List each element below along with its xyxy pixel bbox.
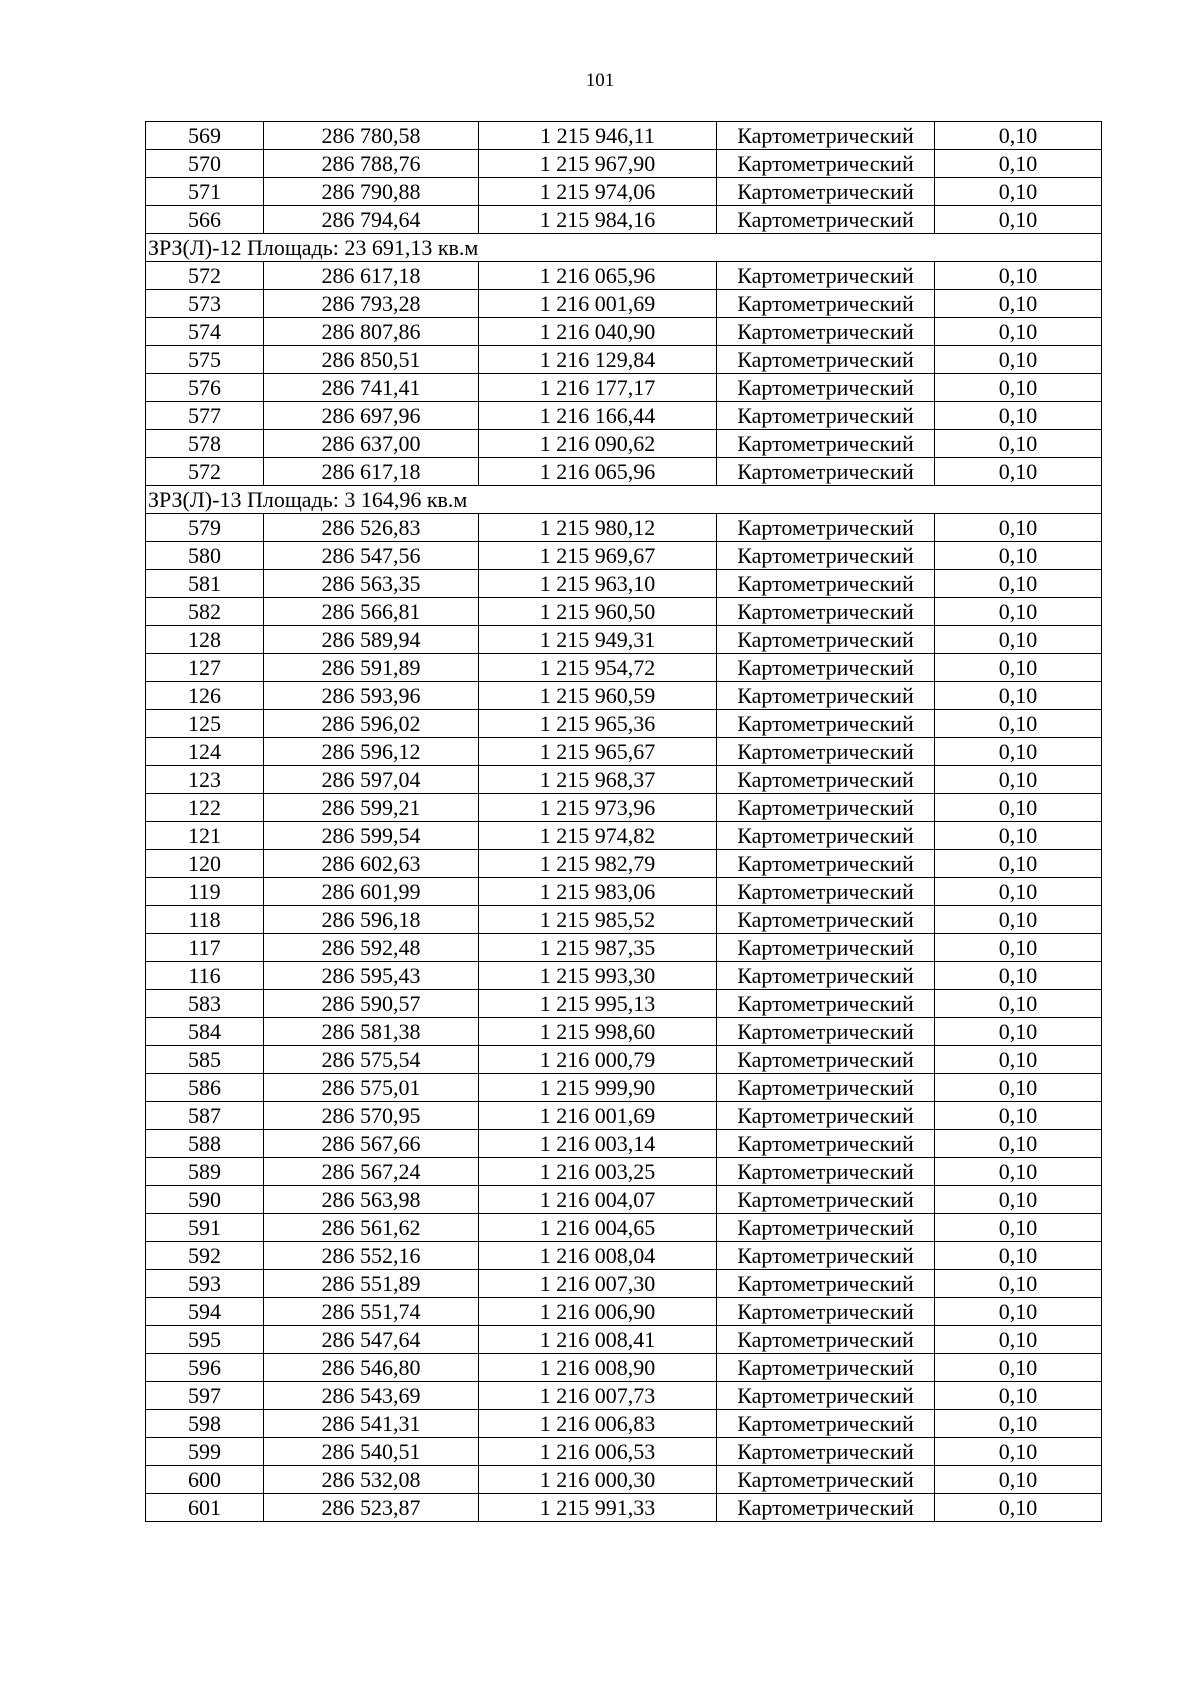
section-header-row <box>146 486 1102 514</box>
x-coordinate-cell: 286 590,57 <box>264 990 479 1018</box>
table-row <box>146 1186 1102 1214</box>
method-cell: Картометрический <box>717 1494 935 1522</box>
accuracy-cell: 0,10 <box>935 1158 1102 1186</box>
x-coordinate-cell: 286 547,64 <box>264 1326 479 1354</box>
method-cell: Картометрический <box>717 1270 935 1298</box>
y-coordinate-cell: 1 215 985,52 <box>479 906 717 934</box>
y-coordinate-cell: 1 215 984,16 <box>479 206 717 234</box>
table-row <box>146 570 1102 598</box>
point-number-cell: 593 <box>146 1270 264 1298</box>
accuracy-cell: 0,10 <box>935 318 1102 346</box>
point-number-cell: 578 <box>146 430 264 458</box>
accuracy-cell: 0,10 <box>935 346 1102 374</box>
point-number-cell: 119 <box>146 878 264 906</box>
coordinates-table-body <box>146 122 1102 1522</box>
y-coordinate-cell: 1 216 000,30 <box>479 1466 717 1494</box>
x-coordinate-cell: 286 793,28 <box>264 290 479 318</box>
table-row <box>146 738 1102 766</box>
x-coordinate-cell: 286 807,86 <box>264 318 479 346</box>
point-number-cell: 597 <box>146 1382 264 1410</box>
y-coordinate-cell: 1 216 008,41 <box>479 1326 717 1354</box>
method-cell: Картометрический <box>717 402 935 430</box>
y-coordinate-cell: 1 215 949,31 <box>479 626 717 654</box>
table-row <box>146 262 1102 290</box>
accuracy-cell: 0,10 <box>935 1270 1102 1298</box>
x-coordinate-cell: 286 794,64 <box>264 206 479 234</box>
method-cell: Картометрический <box>717 150 935 178</box>
y-coordinate-cell: 1 216 000,79 <box>479 1046 717 1074</box>
method-cell: Картометрический <box>717 822 935 850</box>
y-coordinate-cell: 1 215 954,72 <box>479 654 717 682</box>
method-cell: Картометрический <box>717 878 935 906</box>
table-row <box>146 1410 1102 1438</box>
x-coordinate-cell: 286 570,95 <box>264 1102 479 1130</box>
table-row <box>146 906 1102 934</box>
y-coordinate-cell: 1 215 982,79 <box>479 850 717 878</box>
x-coordinate-cell: 286 551,89 <box>264 1270 479 1298</box>
method-cell: Картометрический <box>717 1298 935 1326</box>
y-coordinate-cell: 1 215 998,60 <box>479 1018 717 1046</box>
point-number-cell: 584 <box>146 1018 264 1046</box>
method-cell: Картометрический <box>717 458 935 486</box>
method-cell: Картометрический <box>717 346 935 374</box>
table-row <box>146 430 1102 458</box>
point-number-cell: 575 <box>146 346 264 374</box>
point-number-cell: 590 <box>146 1186 264 1214</box>
x-coordinate-cell: 286 589,94 <box>264 626 479 654</box>
x-coordinate-cell: 286 566,81 <box>264 598 479 626</box>
point-number-cell: 572 <box>146 262 264 290</box>
x-coordinate-cell: 286 780,58 <box>264 122 479 150</box>
accuracy-cell: 0,10 <box>935 822 1102 850</box>
accuracy-cell: 0,10 <box>935 1354 1102 1382</box>
point-number-cell: 587 <box>146 1102 264 1130</box>
method-cell: Картометрический <box>717 990 935 1018</box>
point-number-cell: 566 <box>146 206 264 234</box>
table-row <box>146 514 1102 542</box>
method-cell: Картометрический <box>717 1410 935 1438</box>
point-number-cell: 601 <box>146 1494 264 1522</box>
y-coordinate-cell: 1 215 974,82 <box>479 822 717 850</box>
method-cell: Картометрический <box>717 570 935 598</box>
accuracy-cell: 0,10 <box>935 150 1102 178</box>
accuracy-cell: 0,10 <box>935 1242 1102 1270</box>
accuracy-cell: 0,10 <box>935 1410 1102 1438</box>
point-number-cell: 577 <box>146 402 264 430</box>
point-number-cell: 600 <box>146 1466 264 1494</box>
table-row <box>146 122 1102 150</box>
method-cell: Картометрический <box>717 1354 935 1382</box>
y-coordinate-cell: 1 216 004,65 <box>479 1214 717 1242</box>
table-row <box>146 626 1102 654</box>
y-coordinate-cell: 1 216 008,04 <box>479 1242 717 1270</box>
accuracy-cell: 0,10 <box>935 430 1102 458</box>
y-coordinate-cell: 1 216 065,96 <box>479 458 717 486</box>
table-row <box>146 934 1102 962</box>
coordinates-table <box>145 121 1102 1522</box>
table-row <box>146 206 1102 234</box>
accuracy-cell: 0,10 <box>935 290 1102 318</box>
point-number-cell: 127 <box>146 654 264 682</box>
x-coordinate-cell: 286 593,96 <box>264 682 479 710</box>
page-number: 101 <box>585 70 615 91</box>
x-coordinate-cell: 286 850,51 <box>264 346 479 374</box>
point-number-cell: 128 <box>146 626 264 654</box>
y-coordinate-cell: 1 215 969,67 <box>479 542 717 570</box>
method-cell: Картометрический <box>717 1130 935 1158</box>
point-number-cell: 569 <box>146 122 264 150</box>
y-coordinate-cell: 1 216 007,30 <box>479 1270 717 1298</box>
y-coordinate-cell: 1 215 960,50 <box>479 598 717 626</box>
x-coordinate-cell: 286 617,18 <box>264 458 479 486</box>
table-row <box>146 150 1102 178</box>
accuracy-cell: 0,10 <box>935 598 1102 626</box>
point-number-cell: 581 <box>146 570 264 598</box>
x-coordinate-cell: 286 617,18 <box>264 262 479 290</box>
accuracy-cell: 0,10 <box>935 878 1102 906</box>
table-row <box>146 1074 1102 1102</box>
table-row <box>146 318 1102 346</box>
accuracy-cell: 0,10 <box>935 766 1102 794</box>
y-coordinate-cell: 1 216 001,69 <box>479 290 717 318</box>
accuracy-cell: 0,10 <box>935 570 1102 598</box>
y-coordinate-cell: 1 215 967,90 <box>479 150 717 178</box>
point-number-cell: 599 <box>146 1438 264 1466</box>
method-cell: Картометрический <box>717 962 935 990</box>
accuracy-cell: 0,10 <box>935 122 1102 150</box>
method-cell: Картометрический <box>717 318 935 346</box>
table-row <box>146 290 1102 318</box>
accuracy-cell: 0,10 <box>935 962 1102 990</box>
accuracy-cell: 0,10 <box>935 1382 1102 1410</box>
y-coordinate-cell: 1 215 974,06 <box>479 178 717 206</box>
x-coordinate-cell: 286 597,04 <box>264 766 479 794</box>
accuracy-cell: 0,10 <box>935 654 1102 682</box>
table-row <box>146 822 1102 850</box>
y-coordinate-cell: 1 216 006,83 <box>479 1410 717 1438</box>
x-coordinate-cell: 286 599,21 <box>264 794 479 822</box>
x-coordinate-cell: 286 546,80 <box>264 1354 479 1382</box>
accuracy-cell: 0,10 <box>935 1046 1102 1074</box>
point-number-cell: 120 <box>146 850 264 878</box>
accuracy-cell: 0,10 <box>935 1130 1102 1158</box>
x-coordinate-cell: 286 541,31 <box>264 1410 479 1438</box>
method-cell: Картометрический <box>717 1018 935 1046</box>
table-row <box>146 402 1102 430</box>
table-row <box>146 178 1102 206</box>
y-coordinate-cell: 1 216 090,62 <box>479 430 717 458</box>
point-number-cell: 570 <box>146 150 264 178</box>
accuracy-cell: 0,10 <box>935 1102 1102 1130</box>
accuracy-cell: 0,10 <box>935 738 1102 766</box>
point-number-cell: 572 <box>146 458 264 486</box>
x-coordinate-cell: 286 563,98 <box>264 1186 479 1214</box>
method-cell: Картометрический <box>717 1438 935 1466</box>
table-row <box>146 794 1102 822</box>
accuracy-cell: 0,10 <box>935 710 1102 738</box>
accuracy-cell: 0,10 <box>935 794 1102 822</box>
accuracy-cell: 0,10 <box>935 374 1102 402</box>
method-cell: Картометрический <box>717 178 935 206</box>
point-number-cell: 576 <box>146 374 264 402</box>
point-number-cell: 592 <box>146 1242 264 1270</box>
point-number-cell: 571 <box>146 178 264 206</box>
method-cell: Картометрический <box>717 906 935 934</box>
x-coordinate-cell: 286 591,89 <box>264 654 479 682</box>
y-coordinate-cell: 1 215 980,12 <box>479 514 717 542</box>
y-coordinate-cell: 1 215 987,35 <box>479 934 717 962</box>
method-cell: Картометрический <box>717 710 935 738</box>
table-row <box>146 598 1102 626</box>
point-number-cell: 588 <box>146 1130 264 1158</box>
method-cell: Картометрический <box>717 1466 935 1494</box>
accuracy-cell: 0,10 <box>935 934 1102 962</box>
table-row <box>146 1242 1102 1270</box>
method-cell: Картометрический <box>717 598 935 626</box>
point-number-cell: 595 <box>146 1326 264 1354</box>
method-cell: Картометрический <box>717 1074 935 1102</box>
point-number-cell: 583 <box>146 990 264 1018</box>
y-coordinate-cell: 1 216 006,90 <box>479 1298 717 1326</box>
accuracy-cell: 0,10 <box>935 1494 1102 1522</box>
y-coordinate-cell: 1 216 003,25 <box>479 1158 717 1186</box>
x-coordinate-cell: 286 523,87 <box>264 1494 479 1522</box>
point-number-cell: 579 <box>146 514 264 542</box>
point-number-cell: 121 <box>146 822 264 850</box>
method-cell: Картометрический <box>717 514 935 542</box>
table-row <box>146 542 1102 570</box>
method-cell: Картометрический <box>717 682 935 710</box>
table-row <box>146 962 1102 990</box>
table-row <box>146 1158 1102 1186</box>
method-cell: Картометрический <box>717 1046 935 1074</box>
method-cell: Картометрический <box>717 850 935 878</box>
y-coordinate-cell: 1 216 006,53 <box>479 1438 717 1466</box>
point-number-cell: 591 <box>146 1214 264 1242</box>
accuracy-cell: 0,10 <box>935 1018 1102 1046</box>
y-coordinate-cell: 1 215 995,13 <box>479 990 717 1018</box>
method-cell: Картометрический <box>717 934 935 962</box>
method-cell: Картометрический <box>717 1102 935 1130</box>
accuracy-cell: 0,10 <box>935 1438 1102 1466</box>
accuracy-cell: 0,10 <box>935 178 1102 206</box>
method-cell: Картометрический <box>717 290 935 318</box>
method-cell: Картометрический <box>717 654 935 682</box>
point-number-cell: 118 <box>146 906 264 934</box>
accuracy-cell: 0,10 <box>935 458 1102 486</box>
accuracy-cell: 0,10 <box>935 1326 1102 1354</box>
point-number-cell: 117 <box>146 934 264 962</box>
point-number-cell: 573 <box>146 290 264 318</box>
table-row <box>146 1102 1102 1130</box>
accuracy-cell: 0,10 <box>935 1214 1102 1242</box>
point-number-cell: 126 <box>146 682 264 710</box>
y-coordinate-cell: 1 216 177,17 <box>479 374 717 402</box>
table-row <box>146 682 1102 710</box>
point-number-cell: 589 <box>146 1158 264 1186</box>
accuracy-cell: 0,10 <box>935 514 1102 542</box>
point-number-cell: 580 <box>146 542 264 570</box>
x-coordinate-cell: 286 599,54 <box>264 822 479 850</box>
table-row <box>146 766 1102 794</box>
accuracy-cell: 0,10 <box>935 1466 1102 1494</box>
y-coordinate-cell: 1 215 965,67 <box>479 738 717 766</box>
x-coordinate-cell: 286 575,01 <box>264 1074 479 1102</box>
table-row <box>146 1494 1102 1522</box>
x-coordinate-cell: 286 595,43 <box>264 962 479 990</box>
point-number-cell: 122 <box>146 794 264 822</box>
y-coordinate-cell: 1 215 991,33 <box>479 1494 717 1522</box>
point-number-cell: 594 <box>146 1298 264 1326</box>
accuracy-cell: 0,10 <box>935 906 1102 934</box>
y-coordinate-cell: 1 216 166,44 <box>479 402 717 430</box>
section-header-row <box>146 234 1102 262</box>
x-coordinate-cell: 286 697,96 <box>264 402 479 430</box>
table-row <box>146 1130 1102 1158</box>
point-number-cell: 598 <box>146 1410 264 1438</box>
accuracy-cell: 0,10 <box>935 206 1102 234</box>
point-number-cell: 596 <box>146 1354 264 1382</box>
method-cell: Картометрический <box>717 262 935 290</box>
table-row <box>146 1326 1102 1354</box>
x-coordinate-cell: 286 543,69 <box>264 1382 479 1410</box>
y-coordinate-cell: 1 215 999,90 <box>479 1074 717 1102</box>
table-row <box>146 346 1102 374</box>
method-cell: Картометрический <box>717 374 935 402</box>
table-row <box>146 1018 1102 1046</box>
y-coordinate-cell: 1 215 946,11 <box>479 122 717 150</box>
method-cell: Картометрический <box>717 1158 935 1186</box>
method-cell: Картометрический <box>717 738 935 766</box>
method-cell: Картометрический <box>717 430 935 458</box>
method-cell: Картометрический <box>717 122 935 150</box>
accuracy-cell: 0,10 <box>935 1074 1102 1102</box>
method-cell: Картометрический <box>717 1242 935 1270</box>
table-row <box>146 1270 1102 1298</box>
table-row <box>146 878 1102 906</box>
x-coordinate-cell: 286 561,62 <box>264 1214 479 1242</box>
table-row <box>146 374 1102 402</box>
x-coordinate-cell: 286 552,16 <box>264 1242 479 1270</box>
point-number-cell: 582 <box>146 598 264 626</box>
table-row <box>146 1354 1102 1382</box>
point-number-cell: 116 <box>146 962 264 990</box>
table-row <box>146 1382 1102 1410</box>
y-coordinate-cell: 1 216 003,14 <box>479 1130 717 1158</box>
method-cell: Картометрический <box>717 206 935 234</box>
x-coordinate-cell: 286 596,12 <box>264 738 479 766</box>
point-number-cell: 123 <box>146 766 264 794</box>
accuracy-cell: 0,10 <box>935 1298 1102 1326</box>
table-row <box>146 710 1102 738</box>
method-cell: Картометрический <box>717 1186 935 1214</box>
table-row <box>146 1298 1102 1326</box>
table-row <box>146 1214 1102 1242</box>
x-coordinate-cell: 286 581,38 <box>264 1018 479 1046</box>
method-cell: Картометрический <box>717 542 935 570</box>
method-cell: Картометрический <box>717 766 935 794</box>
y-coordinate-cell: 1 216 040,90 <box>479 318 717 346</box>
y-coordinate-cell: 1 215 968,37 <box>479 766 717 794</box>
y-coordinate-cell: 1 215 963,10 <box>479 570 717 598</box>
table-row <box>146 1466 1102 1494</box>
accuracy-cell: 0,10 <box>935 990 1102 1018</box>
x-coordinate-cell: 286 741,41 <box>264 374 479 402</box>
y-coordinate-cell: 1 216 008,90 <box>479 1354 717 1382</box>
y-coordinate-cell: 1 215 993,30 <box>479 962 717 990</box>
accuracy-cell: 0,10 <box>935 850 1102 878</box>
y-coordinate-cell: 1 215 973,96 <box>479 794 717 822</box>
method-cell: Картометрический <box>717 1326 935 1354</box>
y-coordinate-cell: 1 216 065,96 <box>479 262 717 290</box>
table-row <box>146 850 1102 878</box>
x-coordinate-cell: 286 596,18 <box>264 906 479 934</box>
method-cell: Картометрический <box>717 1382 935 1410</box>
x-coordinate-cell: 286 788,76 <box>264 150 479 178</box>
accuracy-cell: 0,10 <box>935 682 1102 710</box>
method-cell: Картометрический <box>717 1214 935 1242</box>
x-coordinate-cell: 286 601,99 <box>264 878 479 906</box>
table-row <box>146 458 1102 486</box>
accuracy-cell: 0,10 <box>935 626 1102 654</box>
x-coordinate-cell: 286 526,83 <box>264 514 479 542</box>
accuracy-cell: 0,10 <box>935 262 1102 290</box>
x-coordinate-cell: 286 596,02 <box>264 710 479 738</box>
y-coordinate-cell: 1 215 960,59 <box>479 682 717 710</box>
point-number-cell: 586 <box>146 1074 264 1102</box>
x-coordinate-cell: 286 637,00 <box>264 430 479 458</box>
accuracy-cell: 0,10 <box>935 402 1102 430</box>
method-cell: Картометрический <box>717 794 935 822</box>
x-coordinate-cell: 286 540,51 <box>264 1438 479 1466</box>
x-coordinate-cell: 286 551,74 <box>264 1298 479 1326</box>
x-coordinate-cell: 286 575,54 <box>264 1046 479 1074</box>
x-coordinate-cell: 286 532,08 <box>264 1466 479 1494</box>
y-coordinate-cell: 1 215 983,06 <box>479 878 717 906</box>
table-row <box>146 1046 1102 1074</box>
x-coordinate-cell: 286 592,48 <box>264 934 479 962</box>
y-coordinate-cell: 1 216 004,07 <box>479 1186 717 1214</box>
table-row <box>146 654 1102 682</box>
x-coordinate-cell: 286 547,56 <box>264 542 479 570</box>
method-cell: Картометрический <box>717 626 935 654</box>
point-number-cell: 125 <box>146 710 264 738</box>
point-number-cell: 574 <box>146 318 264 346</box>
y-coordinate-cell: 1 216 001,69 <box>479 1102 717 1130</box>
point-number-cell: 585 <box>146 1046 264 1074</box>
x-coordinate-cell: 286 563,35 <box>264 570 479 598</box>
section-title: ЗРЗ(Л)-13 Площадь: 3 164,96 кв.м <box>146 486 1102 514</box>
y-coordinate-cell: 1 216 007,73 <box>479 1382 717 1410</box>
accuracy-cell: 0,10 <box>935 542 1102 570</box>
x-coordinate-cell: 286 567,24 <box>264 1158 479 1186</box>
table-row <box>146 1438 1102 1466</box>
table-row <box>146 990 1102 1018</box>
y-coordinate-cell: 1 215 965,36 <box>479 710 717 738</box>
x-coordinate-cell: 286 602,63 <box>264 850 479 878</box>
x-coordinate-cell: 286 567,66 <box>264 1130 479 1158</box>
y-coordinate-cell: 1 216 129,84 <box>479 346 717 374</box>
point-number-cell: 124 <box>146 738 264 766</box>
accuracy-cell: 0,10 <box>935 1186 1102 1214</box>
section-title: ЗРЗ(Л)-12 Площадь: 23 691,13 кв.м <box>146 234 1102 262</box>
x-coordinate-cell: 286 790,88 <box>264 178 479 206</box>
